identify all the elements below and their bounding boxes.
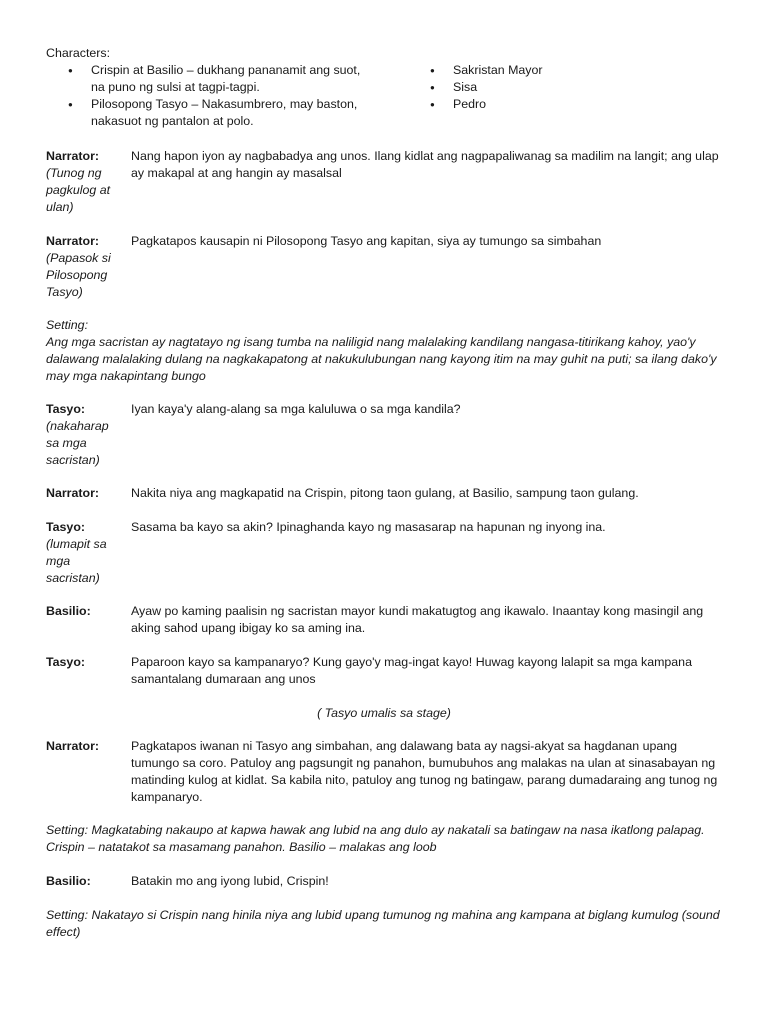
setting-block [46, 907, 726, 941]
setting-block [46, 317, 726, 385]
speaker-name: Tasyo: [46, 655, 86, 669]
stage-direction: (lumapit sa mga sacristan) [46, 537, 107, 585]
setting-text: Setting: Magkatabing nakaupo at kapwa hawak ang lubid na ang dulo ay nakatali sa batingaw na nasa ikatlong palapag. Crispin – natatakot sa masamang panahon. Basilio – malakas ang loob [46, 823, 705, 854]
dialogue-line: Pagkatapos kausapin ni Pilosopong Tasyo ang kapitan, siya ay tumungo sa simbahan [131, 234, 602, 248]
dialogue-block [46, 603, 726, 637]
speaker-name: Basilio: [46, 604, 91, 618]
list-item: ● Sakristan Mayor [430, 62, 630, 79]
dialogue-block [46, 738, 726, 806]
dialogue-line: Ayaw po kaming paalisin ng sacristan mayor kundi makatugtog ang ikawalo. Inaantay kong masingil ang aking sahod upang ibigay ko sa aming ina. [131, 604, 704, 635]
setting-label: Setting: [46, 318, 89, 332]
dialogue-line: Nang hapon iyon ay nagbabadya ang unos. Ilang kidlat ang nagpapaliwanag sa madilim na langit; ang ulap ay makapal at ang hangin ay masalsal [131, 149, 719, 180]
list-item: ● Pedro [430, 96, 630, 113]
speaker-name: Tasyo: [46, 520, 86, 534]
stage-direction: (nakaharap sa mga sacristan) [46, 419, 109, 467]
dialogue-block [46, 873, 726, 890]
setting-text: Ang mga sacristan ay nagtatayo ng isang tumba na naliligid nang malalaking kandilang nangasa-titirikang kahoy, yao'y dalawang malalaking dulang na nagkakapatong at nakukulubungan nang kayong itim na may guhit na puti; sa ilang dako'y may mga nakapintang bungo [46, 335, 717, 383]
speaker-name: Narrator: [46, 486, 100, 500]
dialogue-block [46, 519, 726, 585]
speaker-name: Narrator: [46, 234, 100, 248]
speaker-name: Narrator: [46, 739, 100, 753]
characters-list-right [430, 62, 630, 113]
speaker-name: Basilio: [46, 874, 91, 888]
list-item: ● Crispin at Basilio – dukhang pananamit ang suot, na puno ng sulsi at tagpi-tagpi. [68, 62, 373, 96]
setting-text: Setting: Nakatayo si Crispin nang hinila niya ang lubid upang tumunog ng mahina ang kampana at biglang kumulog (sound effect) [46, 908, 720, 939]
dialogue-line: Sasama ba kayo sa akin? Ipinaghanda kayo ng masasarap na hapunan ng inyong ina. [131, 520, 606, 534]
dialogue-line: Paparoon kayo sa kampanaryo? Kung gayo'y mag-ingat kayo! Huwag kayong lalapit sa mga kampana samantalang dumaraan ang unos [131, 655, 692, 686]
stage-direction: (Papasok si Pilosopong Tasyo) [46, 251, 111, 299]
dialogue-line: Pagkatapos iwanan ni Tasyo ang simbahan, ang dalawang bata ay nagsi-akyat sa hagdanan upang tumungo sa coro. Patuloy ang pagsungit ng panahon, bumubuhos ang malakas na ulan at sinasabayan ng matinding kulog at kidlat. Sa kabila nito, patuloy ang tunog ng batingaw, parang dumadaraing ang tunog ng kampanaryo. [131, 739, 718, 804]
stage-direction: (Tunog ng pagkulog at ulan) [46, 166, 111, 214]
stage-direction-centered: ( Tasyo umalis sa stage) [317, 706, 451, 720]
speaker-name: Tasyo: [46, 402, 86, 416]
dialogue-block [46, 401, 726, 467]
dialogue-line: Iyan kaya'y alang-alang sa mga kaluluwa o sa mga kandila? [131, 402, 461, 416]
dialogue-block [46, 654, 726, 688]
dialogue-block [46, 485, 726, 502]
dialogue-block [46, 148, 726, 214]
characters-list-left [68, 62, 373, 130]
list-item: ● Sisa [430, 79, 630, 96]
dialogue-line: Nakita niya ang magkapatid na Crispin, pitong taon gulang, at Basilio, sampung taon gulang. [131, 486, 639, 500]
list-item: ● Pilosopong Tasyo – Nakasumbrero, may baston, nakasuot ng pantalon at polo. [68, 96, 373, 130]
characters-heading: Characters: [46, 46, 111, 60]
setting-block [46, 822, 726, 856]
speaker-name: Narrator: [46, 149, 100, 163]
dialogue-block [46, 233, 726, 299]
dialogue-line: Batakin mo ang iyong lubid, Crispin! [131, 874, 329, 888]
